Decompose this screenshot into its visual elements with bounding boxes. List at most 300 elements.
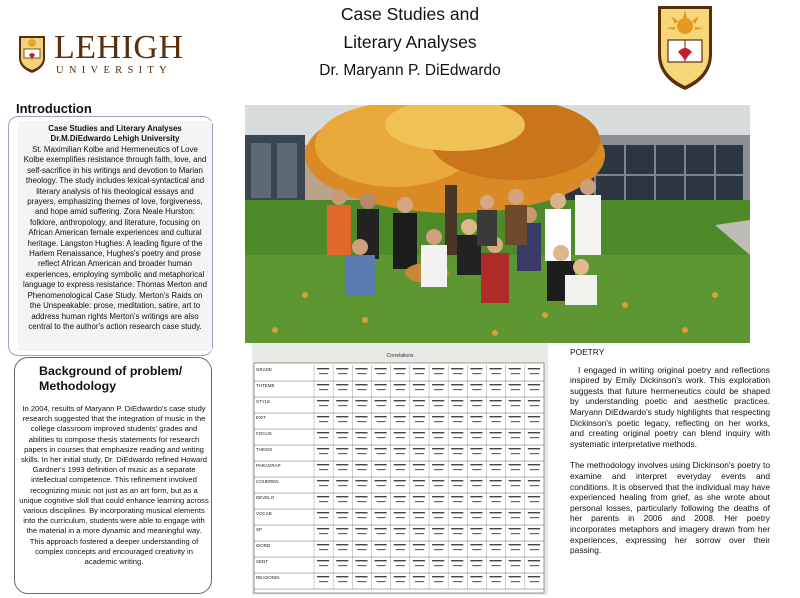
table-cell-mark <box>434 453 443 454</box>
introduction-panel <box>18 121 212 351</box>
table-cell-mark <box>377 437 386 438</box>
table-cell-mark <box>470 576 482 577</box>
table-cell-mark <box>472 389 481 390</box>
table-cell-mark <box>451 544 463 545</box>
table-cell-mark <box>319 373 328 374</box>
table-cell-mark <box>355 400 367 401</box>
table-cell-mark <box>375 480 387 481</box>
table-cell-mark <box>377 501 386 502</box>
table-cell-mark <box>453 421 462 422</box>
table-cell-mark <box>509 496 521 497</box>
table-cell-mark <box>528 368 540 369</box>
table-cell-mark <box>490 368 502 369</box>
table-cell-mark <box>317 464 329 465</box>
table-cell-mark <box>357 501 366 502</box>
table-cell-mark <box>453 565 462 566</box>
table-cell-mark <box>355 480 367 481</box>
table-cell-mark <box>355 416 367 417</box>
table-cell-mark <box>472 565 481 566</box>
table-cell-mark <box>492 373 501 374</box>
table-cell-mark <box>472 405 481 406</box>
table-cell-mark <box>472 533 481 534</box>
table-cell-mark <box>470 528 482 529</box>
table-cell-mark <box>509 432 521 433</box>
group-photo <box>245 105 750 343</box>
table-cell-mark <box>377 405 386 406</box>
table-cell-mark <box>413 528 425 529</box>
lehigh-crest-icon <box>656 4 714 92</box>
table-cell-mark <box>453 501 462 502</box>
table-cell-mark <box>472 437 481 438</box>
table-cell-mark <box>377 453 386 454</box>
background-heading <box>39 364 182 394</box>
table-cell-mark <box>336 432 348 433</box>
table-cell-mark <box>396 549 405 550</box>
table-cell-mark <box>355 496 367 497</box>
table-cell-mark <box>377 549 386 550</box>
table-cell-mark <box>375 576 387 577</box>
table-cell-mark <box>492 437 501 438</box>
table-cell-mark <box>319 437 328 438</box>
table-cell-mark <box>375 368 387 369</box>
table-cell-mark <box>432 432 444 433</box>
table-cell-mark <box>394 576 406 577</box>
table-cell-mark <box>377 565 386 566</box>
table-cell-mark <box>470 480 482 481</box>
table-cell-mark <box>338 565 347 566</box>
table-cell-mark <box>509 560 521 561</box>
table-cell-mark <box>530 405 539 406</box>
table-cell-mark <box>394 512 406 513</box>
table-cell-mark <box>434 549 443 550</box>
table-cell-mark <box>317 544 329 545</box>
table-cell-mark <box>432 544 444 545</box>
table-row-label: COHEREN <box>256 479 279 484</box>
table-cell-mark <box>357 533 366 534</box>
table-cell-mark <box>528 480 540 481</box>
table-cell-mark <box>432 560 444 561</box>
table-cell-mark <box>336 416 348 417</box>
table-cell-mark <box>490 576 502 577</box>
table-cell-mark <box>451 560 463 561</box>
table-cell-mark <box>375 448 387 449</box>
table-cell-mark <box>472 501 481 502</box>
table-cell-mark <box>511 469 520 470</box>
table-cell-mark <box>530 373 539 374</box>
table-cell-mark <box>319 469 328 470</box>
table-cell-mark <box>530 437 539 438</box>
group-photo-illustration <box>245 105 750 343</box>
table-cell-mark <box>490 560 502 561</box>
table-cell-mark <box>357 389 366 390</box>
table-cell-mark <box>434 405 443 406</box>
table-cell-mark <box>357 581 366 582</box>
table-cell-mark <box>336 448 348 449</box>
table-cell-mark <box>470 464 482 465</box>
table-cell-mark <box>509 448 521 449</box>
table-cell-mark <box>336 368 348 369</box>
table-cell-mark <box>451 480 463 481</box>
table-cell-mark <box>490 528 502 529</box>
table-cell-mark <box>396 373 405 374</box>
table-cell-mark <box>492 389 501 390</box>
table-cell-mark <box>432 496 444 497</box>
table-cell-mark <box>396 405 405 406</box>
table-cell-mark <box>377 581 386 582</box>
table-cell-mark <box>413 416 425 417</box>
table-cell-mark <box>528 560 540 561</box>
table-cell-mark <box>530 453 539 454</box>
table-cell-mark <box>432 576 444 577</box>
table-cell-mark <box>432 512 444 513</box>
table-cell-mark <box>396 517 405 518</box>
table-cell-mark <box>317 416 329 417</box>
table-cell-mark <box>472 581 481 582</box>
poetry-paragraph-1: I engaged in writing original poetry and reflections inspired by Emily Dickinson's work. This exploration suggests that future hermeneutics could be shaped by understanding poetic and aesthetic practices. Maryann DiEdwardo's study highlights that respecting Dickinson's poetic legacy, reflecting on her works, and creating original poetry can blend inquiry with systematic interpretative methods. <box>570 364 770 449</box>
table-cell-mark <box>413 464 425 465</box>
table-cell-mark <box>377 469 386 470</box>
table-cell-mark <box>434 533 443 534</box>
table-cell-mark <box>319 389 328 390</box>
table-cell-mark <box>394 368 406 369</box>
table-cell-mark <box>470 496 482 497</box>
table-cell-mark <box>377 533 386 534</box>
table-cell-mark <box>317 400 329 401</box>
table-cell-mark <box>375 416 387 417</box>
correlations-table-image <box>252 343 548 595</box>
table-cell-mark <box>317 576 329 577</box>
table-row-label: EXIT <box>256 415 267 420</box>
table-cell-mark <box>377 421 386 422</box>
table-cell-mark <box>396 485 405 486</box>
table-cell-mark <box>528 464 540 465</box>
table-cell-mark <box>492 405 501 406</box>
table-cell-mark <box>355 384 367 385</box>
table-row-label: THESIS <box>256 447 273 452</box>
table-cell-mark <box>470 384 482 385</box>
table-cell-mark <box>432 384 444 385</box>
table-cell-mark <box>511 533 520 534</box>
table-cell-mark <box>472 421 481 422</box>
table-cell-mark <box>357 549 366 550</box>
table-cell-mark <box>511 389 520 390</box>
table-cell-mark <box>394 400 406 401</box>
table-cell-mark <box>394 496 406 497</box>
table-cell-mark <box>453 405 462 406</box>
table-cell-mark <box>490 464 502 465</box>
table-cell-mark <box>470 448 482 449</box>
table-cell-mark <box>413 512 425 513</box>
table-cell-mark <box>490 448 502 449</box>
table-cell-mark <box>375 544 387 545</box>
table-cell-mark <box>432 528 444 529</box>
table-cell-mark <box>317 480 329 481</box>
background-methodology-box <box>14 357 212 594</box>
table-cell-mark <box>434 581 443 582</box>
table-row-label: SENT <box>256 559 269 564</box>
table-cell-mark <box>394 448 406 449</box>
correlations-table-illustration <box>252 343 548 595</box>
table-cell-mark <box>357 373 366 374</box>
table-cell-mark <box>530 389 539 390</box>
table-cell-mark <box>492 501 501 502</box>
table-cell-mark <box>451 448 463 449</box>
poster-title-block <box>270 0 550 84</box>
table-cell-mark <box>336 544 348 545</box>
table-cell-mark <box>470 560 482 561</box>
table-cell-mark <box>453 517 462 518</box>
table-cell-mark <box>528 496 540 497</box>
table-cell-mark <box>415 389 424 390</box>
table-cell-mark <box>338 549 347 550</box>
table-cell-mark <box>338 437 347 438</box>
table-cell-mark <box>317 432 329 433</box>
table-cell-mark <box>511 565 520 566</box>
table-cell-mark <box>432 416 444 417</box>
table-cell-mark <box>319 485 328 486</box>
table-cell-mark <box>490 384 502 385</box>
table-cell-mark <box>490 480 502 481</box>
table-cell-mark <box>338 485 347 486</box>
table-cell-mark <box>375 528 387 529</box>
table-cell-mark <box>492 581 501 582</box>
poster-title-line-2: Literary Analyses <box>343 32 477 52</box>
table-cell-mark <box>415 549 424 550</box>
lehigh-shield-icon <box>18 34 46 74</box>
table-cell-mark <box>509 512 521 513</box>
table-cell-mark <box>511 405 520 406</box>
table-cell-mark <box>453 453 462 454</box>
table-cell-mark <box>434 373 443 374</box>
table-cell-mark <box>492 485 501 486</box>
table-cell-mark <box>336 576 348 577</box>
table-cell-mark <box>490 496 502 497</box>
table-cell-mark <box>336 496 348 497</box>
table-cell-mark <box>470 400 482 401</box>
table-cell-mark <box>338 405 347 406</box>
table-cell-mark <box>394 416 406 417</box>
table-cell-mark <box>319 581 328 582</box>
table-cell-mark <box>319 565 328 566</box>
table-cell-mark <box>357 421 366 422</box>
table-cell-mark <box>511 373 520 374</box>
table-cell-mark <box>472 549 481 550</box>
table-cell-mark <box>451 384 463 385</box>
table-cell-mark <box>375 400 387 401</box>
table-cell-mark <box>396 437 405 438</box>
table-cell-mark <box>490 512 502 513</box>
table-cell-mark <box>396 581 405 582</box>
table-cell-mark <box>434 517 443 518</box>
table-cell-mark <box>338 501 347 502</box>
table-cell-mark <box>528 576 540 577</box>
table-row-label: GRADE <box>256 367 273 372</box>
table-cell-mark <box>357 453 366 454</box>
table-cell-mark <box>317 528 329 529</box>
table-cell-mark <box>528 448 540 449</box>
table-cell-mark <box>453 533 462 534</box>
table-cell-mark <box>472 517 481 518</box>
table-cell-mark <box>415 373 424 374</box>
table-cell-mark <box>355 528 367 529</box>
lehigh-logo <box>18 30 193 80</box>
table-cell-mark <box>528 528 540 529</box>
table-cell-mark <box>434 389 443 390</box>
table-cell-mark <box>492 565 501 566</box>
table-cell-mark <box>470 512 482 513</box>
table-cell-mark <box>355 448 367 449</box>
table-cell-mark <box>319 533 328 534</box>
table-cell-mark <box>509 576 521 577</box>
table-cell-mark <box>511 581 520 582</box>
table-cell-mark <box>338 469 347 470</box>
table-cell-mark <box>338 421 347 422</box>
table-cell-mark <box>492 549 501 550</box>
table-cell-mark <box>317 384 329 385</box>
table-cell-mark <box>357 485 366 486</box>
table-cell-mark <box>357 565 366 566</box>
table-cell-mark <box>528 512 540 513</box>
table-cell-mark <box>528 544 540 545</box>
table-cell-mark <box>394 384 406 385</box>
background-heading-line-2: Methodology <box>39 379 117 393</box>
table-cell-mark <box>432 464 444 465</box>
table-cell-mark <box>415 533 424 534</box>
table-cell-mark <box>432 400 444 401</box>
table-cell-mark <box>530 485 539 486</box>
table-cell-mark <box>490 544 502 545</box>
poster-title-line-1: Case Studies and <box>340 4 480 24</box>
table-cell-mark <box>317 448 329 449</box>
table-row-label: THTEME <box>256 383 275 388</box>
table-cell-mark <box>357 405 366 406</box>
table-cell-mark <box>470 416 482 417</box>
table-row-label: DEVELO <box>256 495 275 500</box>
table-cell-mark <box>394 560 406 561</box>
table-cell-mark <box>492 517 501 518</box>
table-cell-mark <box>453 485 462 486</box>
table-cell-mark <box>511 437 520 438</box>
table-cell-mark <box>413 496 425 497</box>
table-cell-mark <box>451 432 463 433</box>
table-cell-mark <box>415 453 424 454</box>
table-cell-mark <box>509 416 521 417</box>
table-cell-mark <box>530 549 539 550</box>
table-cell-mark <box>451 512 463 513</box>
introduction-box-subtitle: Dr.M.DiEdwardo Lehigh University <box>50 134 180 143</box>
table-cell-mark <box>375 560 387 561</box>
table-cell-mark <box>357 437 366 438</box>
table-cell-mark <box>336 512 348 513</box>
table-cell-mark <box>338 517 347 518</box>
table-cell-mark <box>319 453 328 454</box>
table-cell-mark <box>511 453 520 454</box>
table-cell-mark <box>317 496 329 497</box>
table-cell-mark <box>511 549 520 550</box>
table-cell-mark <box>317 512 329 513</box>
table-cell-mark <box>396 469 405 470</box>
table-cell-mark <box>434 565 443 566</box>
table-cell-mark <box>453 469 462 470</box>
table-cell-mark <box>434 485 443 486</box>
table-cell-mark <box>336 528 348 529</box>
table-cell-mark <box>453 437 462 438</box>
table-cell-mark <box>413 448 425 449</box>
table-cell-mark <box>528 384 540 385</box>
table-cell-mark <box>336 464 348 465</box>
table-cell-mark <box>375 496 387 497</box>
table-cell-mark <box>394 480 406 481</box>
table-cell-mark <box>511 485 520 486</box>
table-cell-mark <box>451 496 463 497</box>
table-cell-mark <box>355 544 367 545</box>
table-cell-mark <box>509 544 521 545</box>
table-cell-mark <box>377 389 386 390</box>
table-cell-mark <box>413 560 425 561</box>
table-cell-mark <box>453 373 462 374</box>
table-cell-mark <box>472 453 481 454</box>
table-cell-mark <box>413 432 425 433</box>
table-cell-mark <box>415 485 424 486</box>
table-cell-mark <box>490 400 502 401</box>
table-cell-mark <box>434 469 443 470</box>
table-cell-mark <box>319 517 328 518</box>
table-cell-mark <box>319 421 328 422</box>
table-cell-mark <box>511 501 520 502</box>
table-cell-mark <box>336 400 348 401</box>
table-cell-mark <box>528 416 540 417</box>
table-cell-mark <box>355 512 367 513</box>
table-cell-mark <box>530 517 539 518</box>
table-cell-mark <box>413 384 425 385</box>
table-cell-mark <box>415 405 424 406</box>
table-cell-mark <box>492 533 501 534</box>
table-cell-mark <box>338 453 347 454</box>
table-cell-mark <box>451 528 463 529</box>
lehigh-university-text: UNIVERSITY <box>56 65 172 76</box>
table-cell-mark <box>472 485 481 486</box>
table-cell-mark <box>357 469 366 470</box>
table-cell-mark <box>453 549 462 550</box>
table-cell-mark <box>415 581 424 582</box>
table-cell-mark <box>355 368 367 369</box>
table-cell-mark <box>415 437 424 438</box>
table-cell-mark <box>530 501 539 502</box>
table-cell-mark <box>509 368 521 369</box>
poetry-paragraph-2: The methodology involves using Dickinson's poetry to examine and interpret everyday events and conditions. It is observed that the individual may have experienced healing from grief, as she wrote about personal losses, particularly following the deaths of her parents in 2006 and 2008. Her poetry incorporates metaphors and imagery drawn from her experiences, expressing her sorrow over their passing. <box>570 460 770 556</box>
table-row-label: STYLE <box>256 399 271 404</box>
table-cell-mark <box>355 432 367 433</box>
table-cell-mark <box>492 453 501 454</box>
table-cell-mark <box>528 400 540 401</box>
table-cell-mark <box>394 432 406 433</box>
table-cell-mark <box>375 384 387 385</box>
table-cell-mark <box>509 528 521 529</box>
poster-author: Dr. Maryann P. DiEdwardo <box>319 62 501 79</box>
table-cell-mark <box>472 469 481 470</box>
table-cell-mark <box>394 464 406 465</box>
table-cell-mark <box>377 373 386 374</box>
table-cell-mark <box>377 485 386 486</box>
table-cell-mark <box>530 533 539 534</box>
table-cell-mark <box>336 480 348 481</box>
table-cell-mark <box>413 480 425 481</box>
poetry-section <box>570 347 770 567</box>
table-cell-mark <box>509 464 521 465</box>
table-cell-mark <box>338 533 347 534</box>
table-cell-mark <box>434 421 443 422</box>
table-cell-mark <box>338 389 347 390</box>
